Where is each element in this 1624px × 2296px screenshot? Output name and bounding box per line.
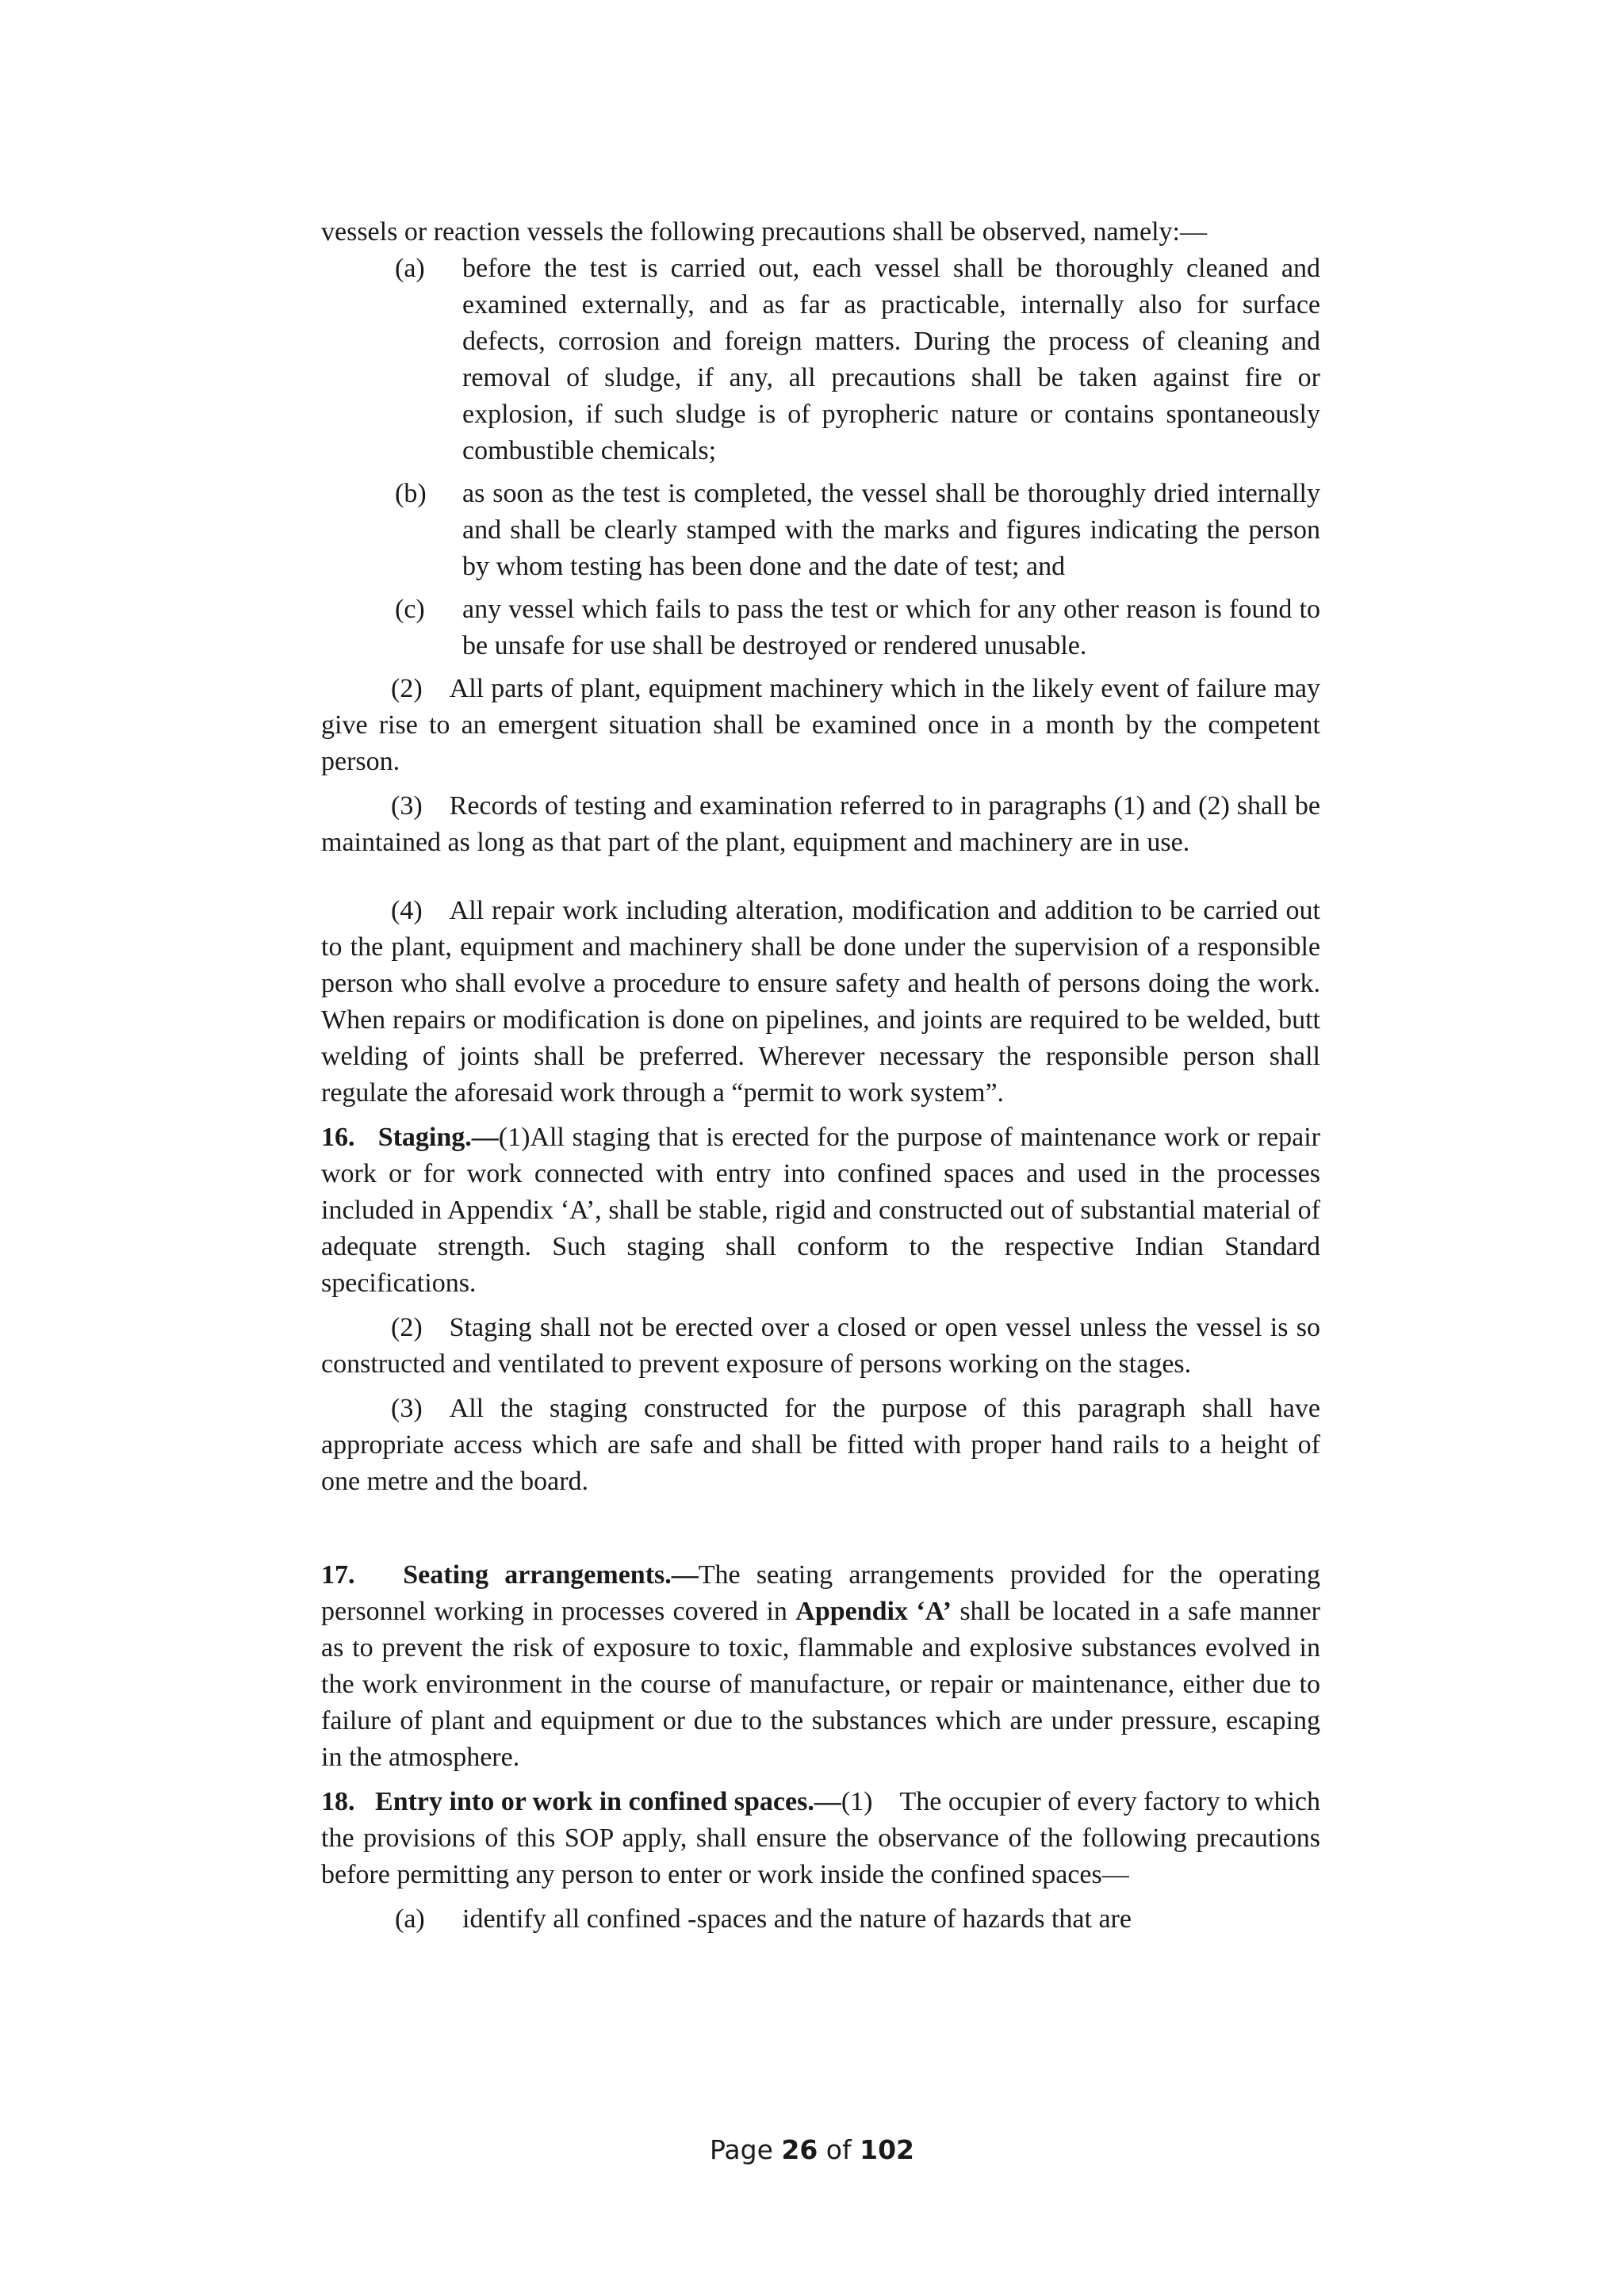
section-16-paragraph-2: (2) Staging shall not be erected over a closed or open vessel unless the vessel is so constructed and ventilated to prevent exposure of persons working on the stages. (321, 1313, 1320, 1379)
footer-prefix: Page (709, 2134, 782, 2165)
item-label: (a) (395, 254, 425, 283)
current-page-number: 26 (781, 2134, 818, 2165)
section-text: (1) The occupier of every factory to which the provisions of this SOP apply, shall ensure the observance of the following precautions before permitting any person to enter or work inside the confined spaces— (321, 1787, 1321, 1889)
section-16 (321, 1119, 1320, 1302)
appendix-reference: Appendix ‘A’ (795, 1597, 952, 1626)
item-text: any vessel which fails to pass the test or which for any other reason is found to be unsafe for use shall be destroyed or rendered unusable. (462, 595, 1320, 660)
section-title: Staging.— (377, 1123, 499, 1152)
intro-text: vessels or reaction vessels the following precautions shall be observed, namely:— (321, 217, 1207, 247)
section-text-continued: shall be located in a safe manner as to prevent the risk of exposure to toxic, flammable and explosive substances evolved in the work environment in the course of manufacture, or repair or maintenance, either due to failure of plant and equipment or due to the substances which are under pressure, escaping in the atmosphere. (321, 1597, 1320, 1772)
list-item (391, 251, 1320, 469)
section-number: 16. (321, 1123, 355, 1152)
section-number: 17. (321, 1560, 355, 1590)
section-title: Entry into or work in confined spaces.— (375, 1787, 841, 1816)
paragraph-2: (2) All parts of plant, equipment machinery which in the likely event of failure may give rise to an emergent situation shall be examined once in a month by the competent person. (321, 674, 1320, 776)
item-label: (b) (395, 479, 427, 508)
list-item (391, 591, 1320, 664)
page-footer (0, 2134, 1624, 2165)
section-18 (321, 1784, 1320, 1893)
item-text: before the test is carried out, each vessel shall be thoroughly cleaned and examined externally, and as far as practicable, internally also for surface defects, corrosion and foreign matters. During the process of cleaning and removal of sludge, if any, all precautions shall be taken against fire or explosion, if such sludge is of pyropheric nature or contains spontaneously combustible chemicals; (462, 254, 1320, 465)
document-page (321, 214, 1320, 1944)
item-label: (a) (395, 1904, 425, 1934)
section-title: Seating arrangements.— (403, 1560, 699, 1590)
footer-middle: of (818, 2134, 860, 2165)
paragraph-3: (3) Records of testing and examination referred to in paragraphs (1) and (2) shall be maintained as long as that part of the plant, equipment and machinery are in use. (321, 791, 1320, 857)
list-item (391, 1901, 1320, 1938)
section-text: The seating arrangements provided for the operating personnel working in processes covered in (321, 1560, 1321, 1626)
total-page-count: 102 (860, 2134, 914, 2165)
section-text: (1)All staging that is erected for the purpose of maintenance work or repair work or for work connected with entry into confined spaces and used in the processes included in Appendix ‘A’, shall be stable, rigid and constructed out of substantial material of adequate strength. Such staging shall conform to the respective Indian Standard specifications. (321, 1123, 1321, 1298)
section-17 (321, 1557, 1320, 1776)
precautions-list (321, 251, 1320, 664)
list-item (391, 476, 1320, 585)
section-number: 18. (321, 1787, 355, 1816)
item-text: as soon as the test is completed, the vessel shall be thoroughly dried internally and shall be clearly stamped with the marks and figures indicating the person by whom testing has been done and the date of test; and (462, 479, 1320, 581)
item-text: identify all confined -spaces and the nature of hazards that are (462, 1904, 1132, 1934)
item-label: (c) (395, 595, 425, 624)
paragraph-4: (4) All repair work including alteration, modification and addition to be carried out to the plant, equipment and machinery shall be done under the supervision of a responsible person who shall evolve a procedure to ensure safety and health of persons doing the work. When repairs or modification is done on pipelines, and joints are required to be welded, butt welding of joints shall be preferred. Wherever necessary the responsible person shall regulate the aforesaid work through a “permit to work system”. (321, 896, 1320, 1108)
section-16-paragraph-3: (3) All the staging constructed for the purpose of this paragraph shall have appropriate access which are safe and shall be fitted with proper hand rails to a height of one metre and the board. (321, 1394, 1320, 1496)
